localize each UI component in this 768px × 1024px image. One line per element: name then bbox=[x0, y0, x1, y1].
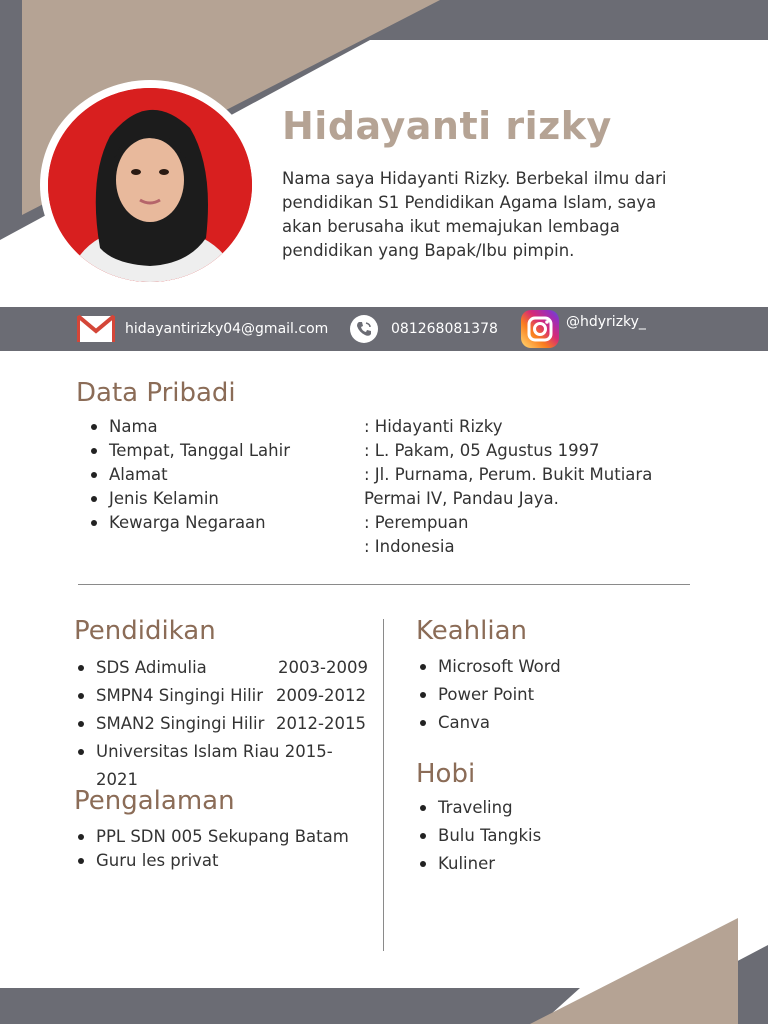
personal-value: : Indonesia bbox=[364, 537, 455, 556]
personal-label: Nama bbox=[87, 415, 290, 439]
experience-item: Guru les privat bbox=[74, 849, 349, 873]
email-text: hidayantirizky04@gmail.com bbox=[125, 321, 329, 337]
personal-label: Kewarga Negaraan bbox=[87, 511, 290, 535]
education-item bbox=[74, 738, 374, 789]
school-years: 2009-2012 bbox=[276, 686, 366, 705]
personal-value: : Hidayanti Rizky bbox=[364, 417, 503, 436]
personal-value: Permai IV, Pandau Jaya. bbox=[364, 489, 559, 508]
hobbies-list bbox=[416, 794, 541, 878]
personal-label: Alamat bbox=[87, 463, 290, 487]
personal-label: Jenis Kelamin bbox=[87, 487, 290, 511]
instagram-icon bbox=[520, 309, 560, 349]
hobby-item: Kuliner bbox=[416, 850, 541, 878]
phone-icon bbox=[349, 314, 379, 344]
school-name: SDS Adimulia bbox=[96, 658, 207, 677]
section-title-hobbies: Hobi bbox=[416, 759, 476, 789]
school-years: 2003-2009 bbox=[278, 658, 368, 677]
skills-list bbox=[416, 653, 561, 737]
school-years: 2012-2015 bbox=[276, 714, 366, 733]
skill-item: Canva bbox=[416, 709, 561, 737]
personal-values bbox=[364, 415, 652, 559]
email-icon bbox=[77, 315, 115, 343]
school-name: SMPN4 Singingi Hilir bbox=[96, 686, 264, 705]
profile-photo-frame bbox=[40, 80, 260, 290]
personal-labels bbox=[87, 415, 290, 535]
personal-value: : Perempuan bbox=[364, 513, 469, 532]
education-list bbox=[74, 654, 374, 789]
intro-paragraph: Nama saya Hidayanti Rizky. Berbekal ilmu dari pendidikan S1 Pendidikan Agama Islam, saya akan berusaha ikut memajukan lembaga pendidikan yang Bapak/Ibu pimpin. bbox=[282, 169, 667, 260]
hobby-item: Bulu Tangkis bbox=[416, 822, 541, 850]
instagram-text: @hdyrizky_ bbox=[566, 314, 646, 330]
education-item bbox=[74, 682, 374, 710]
skill-item: Microsoft Word bbox=[416, 653, 561, 681]
section-divider bbox=[78, 584, 690, 585]
person-portrait-icon bbox=[48, 88, 252, 282]
section-title-education: Pendidikan bbox=[74, 616, 216, 646]
profile-photo bbox=[48, 88, 252, 282]
school-years: 2015-2021 bbox=[96, 742, 333, 789]
full-name-heading: Hidayanti rizky bbox=[282, 104, 612, 148]
instagram-contact[interactable] bbox=[520, 307, 646, 351]
experience-item: PPL SDN 005 Sekupang Batam bbox=[74, 825, 349, 849]
section-title-experience: Pengalaman bbox=[74, 786, 235, 816]
column-divider bbox=[383, 619, 384, 951]
education-item bbox=[74, 710, 374, 738]
personal-label: Tempat, Tanggal Lahir bbox=[87, 439, 290, 463]
school-name: SMAN2 Singingi Hilir bbox=[96, 714, 265, 733]
email-contact[interactable] bbox=[77, 307, 328, 351]
school-name: Universitas Islam Riau bbox=[96, 742, 280, 761]
personal-value: : Jl. Purnama, Perum. Bukit Mutiara bbox=[364, 465, 653, 484]
section-title-skills: Keahlian bbox=[416, 616, 528, 646]
phone-contact[interactable] bbox=[349, 307, 498, 351]
contact-bar bbox=[0, 307, 768, 351]
phone-text: 081268081378 bbox=[391, 321, 498, 337]
hobby-item: Traveling bbox=[416, 794, 541, 822]
skill-item: Power Point bbox=[416, 681, 561, 709]
experience-list bbox=[74, 825, 349, 873]
personal-value: : L. Pakam, 05 Agustus 1997 bbox=[364, 441, 600, 460]
section-title-personal: Data Pribadi bbox=[76, 378, 236, 408]
education-item bbox=[74, 654, 374, 682]
